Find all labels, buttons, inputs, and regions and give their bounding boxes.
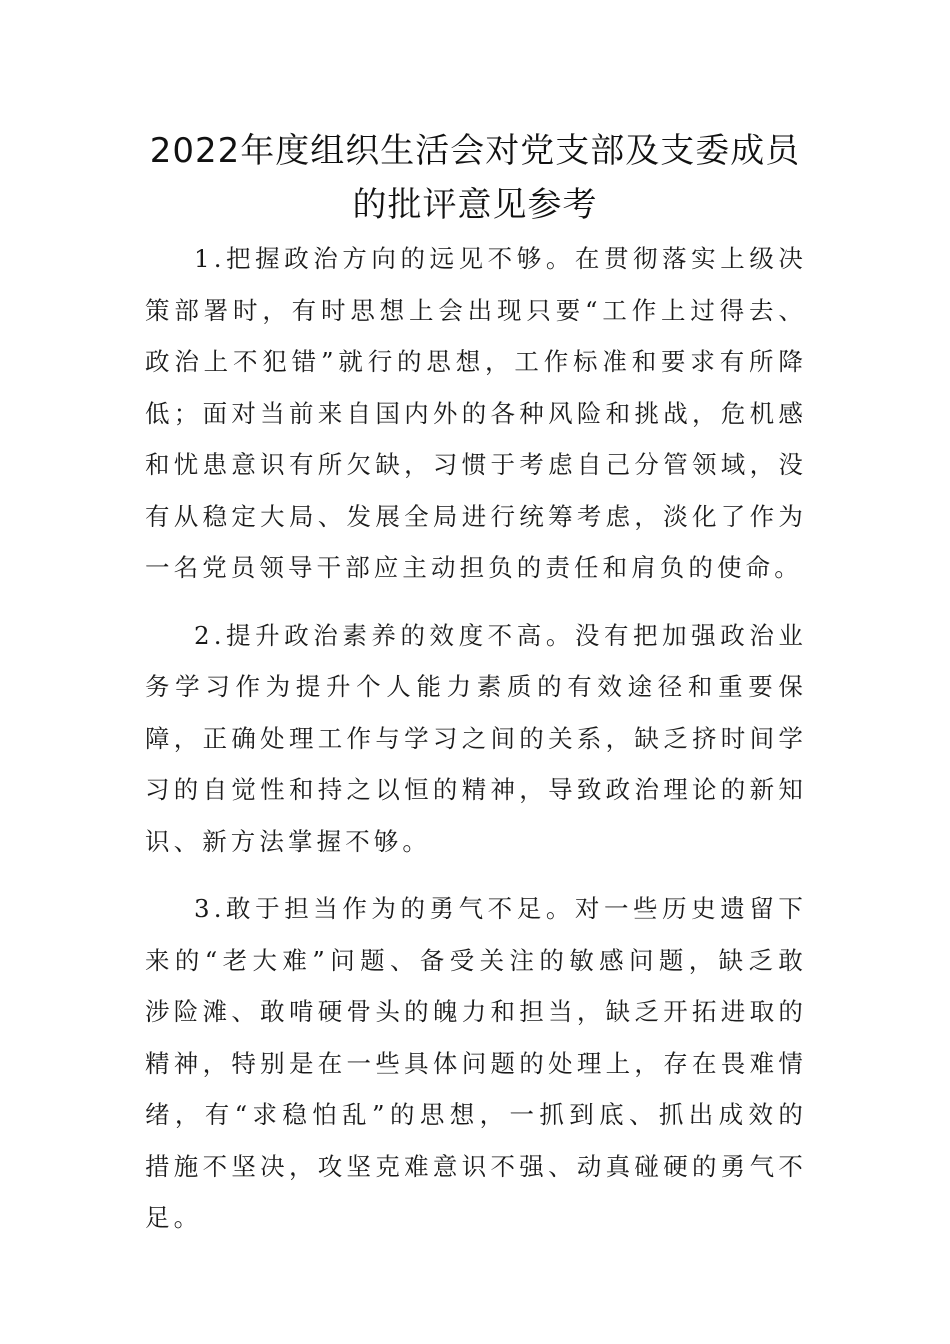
- document-body: [145, 233, 807, 1260]
- paragraph-2: 2.提升政治素养的效度不高。没有把加强政治业务学习作为提升个人能力素质的有效途径和重要保障，正确处理工作与学习之间的关系，缺乏挤时间学习的自觉性和持之以恒的精神，导致政治理论的新知识、新方法掌握不够。: [145, 620, 807, 856]
- document-title: [140, 124, 810, 232]
- paragraph-3: 3.敢于担当作为的勇气不足。对一些历史遗留下来的“老大难”问题、备受关注的敏感问题，缺乏敢涉险滩、敢啃硬骨头的魄力和担当，缺乏开拓进取的精神，特别是在一些具体问题的处理上，存在畏难情绪，有“求稳怕乱”的思想，一抓到底、抓出成效的措施不坚决，攻坚克难意识不强、动真碰硬的勇气不足。: [145, 894, 807, 1232]
- title-line-1: 2022年度组织生活会对党支部及支委成员: [149, 131, 801, 171]
- paragraph-1: 1.把握政治方向的远见不够。在贯彻落实上级决策部署时，有时思想上会出现只要“工作上过得去、政治上不犯错”就行的思想，工作标准和要求有所降低；面对当前来自国内外的各种风险和挑战，危机感和忧患意识有所欠缺，习惯于考虑自己分管领域，没有从稳定大局、发展全局进行统筹考虑，淡化了作为一名党员领导干部应主动担负的责任和肩负的使命。: [145, 244, 807, 582]
- title-line-2: 的批评意见参考: [352, 185, 598, 225]
